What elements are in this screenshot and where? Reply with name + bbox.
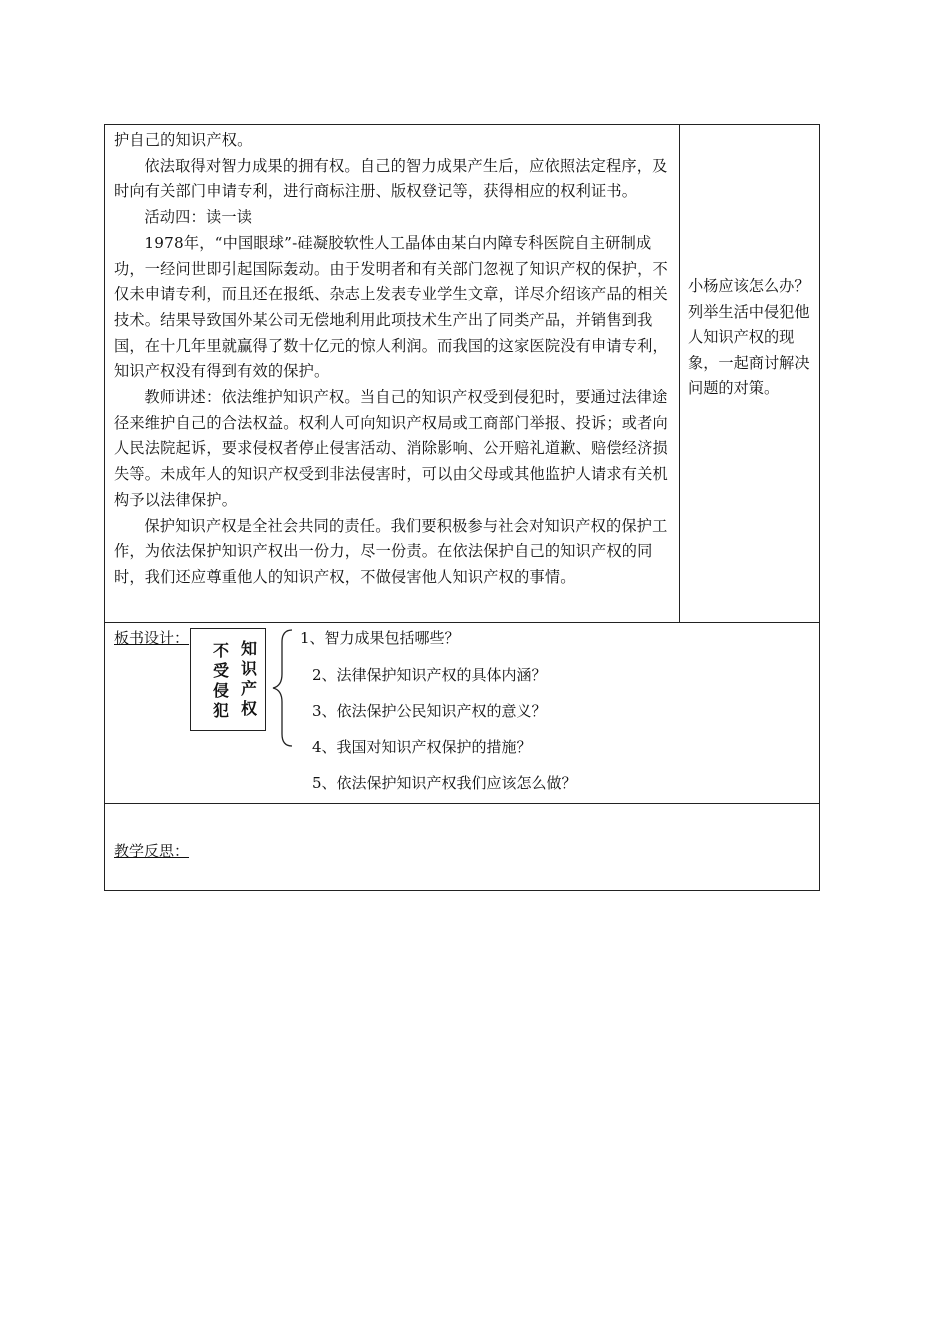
paragraph-intro: 护自己的知识产权。: [114, 131, 253, 149]
paragraph-case-study: 1978年，“中国眼球”-硅凝胶软性人工晶体由某白内障专科医院自主研制成功，一经问世即引起国际轰动。由于发明者和有关部门忽视了知识产权的保护，不仅未申请专利，而且还在报纸、杂志上发表专业学生文章，详尽介绍该产品的相关技术。结果导致国外某公司无偿地利用此项技术生产出了同类产品，并销售到我国，在十几年里就赢得了数十亿元的惊人利润。而我国的这家医院没有申请专利，知识产权没有得到有效的保护。: [114, 233, 668, 381]
row-divider-board: [104, 622, 820, 623]
question-4: 4、我国对知识产权保护的措施？: [312, 738, 532, 756]
concept-col-right: 知 识 产 权: [241, 639, 258, 718]
column-divider: [679, 124, 680, 622]
side-note: 小杨应该怎么办？列举生活中侵犯他人知识产权的现象，一起商讨解决问题的对策。: [688, 277, 810, 397]
brace-icon: [270, 628, 296, 748]
concept-col-left: 不 受 侵 犯: [213, 641, 230, 720]
paragraph-responsibility: 保护知识产权是全社会共同的责任。我们要积极参与社会对知识产权的保护工作，为依法保护知识产权出一份力，尽一份责。在依法保护自己的知识产权的同时，我们还应尊重他人的知识产权，不做侵害他人知识产权的事情。: [114, 516, 668, 586]
concept-box: [190, 628, 266, 731]
question-2: 2、法律保护知识产权的具体内涵？: [312, 666, 547, 684]
row-divider-reflection: [104, 803, 820, 804]
question-3: 3、依法保护公民知识产权的意义？: [312, 702, 547, 720]
activity-heading: 活动四：读一读: [144, 208, 253, 227]
paragraph-ownership: 依法取得对智力成果的拥有权。自己的智力成果产生后，应依照法定程序，及时向有关部门申请专利，进行商标注册、版权登记等，获得相应的权利证书。: [114, 156, 668, 201]
lesson-body: [114, 128, 676, 591]
question-5: 5、依法保护知识产权我们应该怎么做？: [312, 774, 577, 792]
question-1: 1、智力成果包括哪些？: [300, 629, 460, 647]
teaching-reflection-label: 教学反思：: [114, 842, 190, 860]
board-design-label: 板书设计：: [114, 629, 190, 647]
paragraph-teacher-explanation: 教师讲述：依法维护知识产权。当自己的知识产权受到侵犯时，要通过法律途径来维护自己的合法权益。权利人可向知识产权局或工商部门举报、投诉；或者向人民法院起诉，要求侵权者停止侵害活动、消除影响、公开赔礼道歉、赔偿经济损失等。未成年人的知识产权受到非法侵害时，可以由父母或其他监护人请求有关机构予以法律保护。: [114, 388, 668, 509]
